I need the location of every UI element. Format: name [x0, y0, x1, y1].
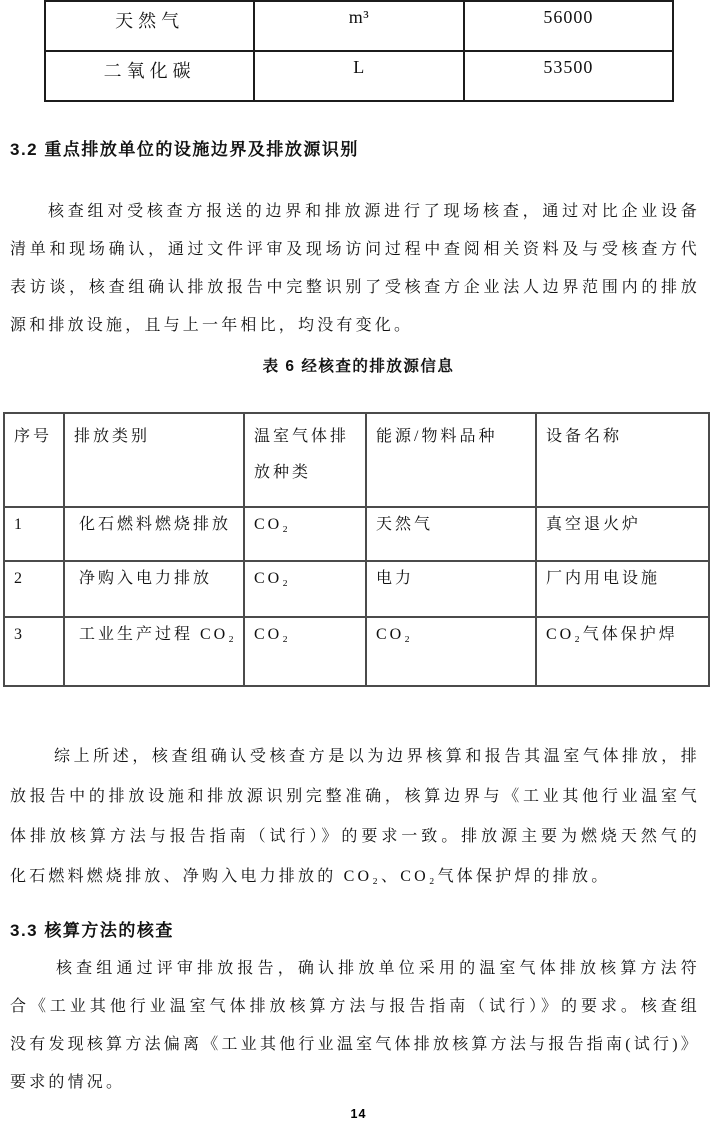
category-cell: 工业生产过程 CO₂	[64, 617, 244, 686]
material-cell: 天然气	[366, 507, 536, 561]
equipment-cell: 真空退火炉	[536, 507, 709, 561]
paragraph-line: 放报告中的排放设施和排放源识别完整准确，核算边界与《工业其他行业温室气	[10, 788, 700, 805]
material-cell: CO₂	[366, 617, 536, 686]
header-cell-seq: 序号	[4, 413, 64, 507]
table-row	[4, 561, 709, 617]
paragraph-line: 化石燃料燃烧排放、净购入电力排放的 CO₂、CO₂气体保护焊的排放。	[10, 868, 611, 885]
paragraph-line: 综上所述，核查组确认受核查方是以为边界核算和报告其温室气体排放，排	[54, 748, 700, 765]
consumption-table	[44, 0, 674, 102]
paragraph-line: 表访谈，核查组确认排放报告中完整识别了受核查方企业法人边界范围内的排放	[10, 279, 700, 296]
fuel-name-cell: 二氧化碳	[45, 51, 254, 101]
gas-cell: CO₂	[244, 617, 366, 686]
equipment-cell: CO₂气体保护焊	[536, 617, 709, 686]
category-cell: 净购入电力排放	[64, 561, 244, 617]
table-row	[4, 617, 709, 686]
gas-cell: CO₂	[244, 507, 366, 561]
paragraph-line: 要求的情况。	[10, 1074, 126, 1091]
table-row	[4, 507, 709, 561]
section-3-2-paragraph	[10, 193, 700, 345]
table6-caption: 表 6 经核查的排放源信息	[262, 358, 455, 375]
section-3-3-heading: 3.3 核算方法的核查	[10, 921, 174, 940]
paragraph-line: 核查组对受核查方报送的边界和排放源进行了现场核查，通过对比企业设备	[48, 203, 700, 220]
paragraph-line: 源和排放设施，且与上一年相比，均没有变化。	[10, 317, 414, 334]
header-cell-equipment: 设备名称	[536, 413, 709, 507]
section-3-3-paragraph	[10, 950, 700, 1102]
page-number: 14	[350, 1107, 367, 1121]
consumption-row	[45, 1, 673, 51]
equipment-cell: 厂内用电设施	[536, 561, 709, 617]
value-cell: 56000	[464, 1, 673, 51]
paragraph-line: 体排放核算方法与报告指南（试行）》的要求一致。排放源主要为燃烧天然气的	[10, 828, 700, 845]
paragraph-line: 合《工业其他行业温室气体排放核算方法与报告指南（试行）》的要求。核查组	[10, 998, 700, 1015]
gas-cell: CO₂	[244, 561, 366, 617]
paragraph-line: 清单和现场确认，通过文件评审及现场访问过程中查阅相关资料及与受核查方代	[10, 241, 700, 258]
value-cell: 53500	[464, 51, 673, 101]
emission-source-table	[3, 412, 710, 687]
header-cell-category: 排放类别	[64, 413, 244, 507]
seq-cell: 3	[4, 617, 64, 686]
header-cell-material: 能源/物料品种	[366, 413, 536, 507]
seq-cell: 2	[4, 561, 64, 617]
consumption-row	[45, 51, 673, 101]
paragraph-line: 没有发现核算方法偏离《工业其他行业温室气体排放核算方法与报告指南(试行)》	[10, 1036, 700, 1053]
unit-cell: L	[254, 51, 463, 101]
fuel-name-cell: 天然气	[45, 1, 254, 51]
header-row	[4, 413, 709, 507]
summary-paragraph	[10, 737, 700, 897]
paragraph-line: 核查组通过评审排放报告，确认排放单位采用的温室气体排放核算方法符	[56, 960, 700, 977]
unit-cell: m³	[254, 1, 463, 51]
category-cell: 化石燃料燃烧排放	[64, 507, 244, 561]
header-cell-gas: 温室气体排放种类	[244, 413, 366, 507]
material-cell: 电力	[366, 561, 536, 617]
section-3-2-heading: 3.2 重点排放单位的设施边界及排放源识别	[10, 140, 359, 159]
seq-cell: 1	[4, 507, 64, 561]
